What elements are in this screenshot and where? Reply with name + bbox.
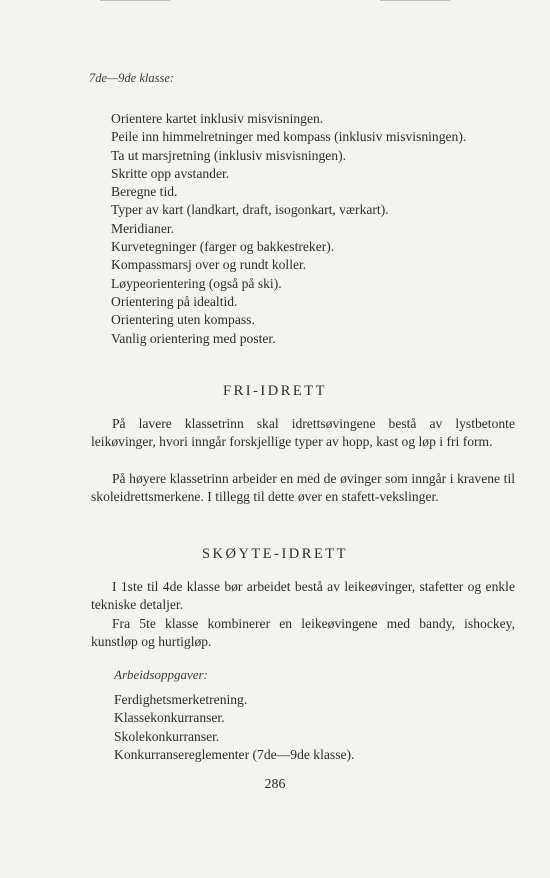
- list-item: Peile inn himmelretninger med kompass (inklusiv misvisningen).: [111, 129, 467, 145]
- skoyte-idrett-title: SKØYTE-IDRETT: [201, 546, 349, 562]
- grade-heading: 7de—9de klasse:: [89, 71, 175, 85]
- list-item: Orientering på idealtid.: [111, 293, 238, 309]
- list-item: Beregne tid.: [111, 184, 178, 200]
- list-item: Skritte opp avstander.: [111, 165, 230, 181]
- list-item: Typer av kart (landkart, draft, isogonkart, værkart).: [111, 202, 389, 218]
- orientering-list: [111, 110, 466, 348]
- list-item: Konkurransereglementer (7de—9de klasse).: [114, 746, 355, 762]
- list-item: Klassekonkurranser.: [114, 710, 225, 726]
- list-item: Løypeorientering (også på ski).: [111, 275, 282, 291]
- list-item: Ferdighetsmerketrening.: [114, 692, 248, 707]
- tasks-list: [114, 691, 354, 764]
- top-edge-line-right: [380, 0, 450, 1]
- list-item: Ta ut marsjretning (inklusiv misvisningen).: [111, 147, 347, 163]
- fri-idrett-title: FRI-IDRETT: [223, 383, 327, 399]
- tasks-heading: Arbeidsoppgaver:: [114, 667, 208, 682]
- list-item: Skolekonkurranser.: [114, 728, 220, 744]
- list-item: Kurvetegninger (farger og bakkestreker).: [111, 239, 335, 255]
- fri-idrett-paragraph-2: På høyere klassetrinn arbeider en med de øvinger som inngår i kravene til skoleidrettsmerkene. I tillegg til dette øver en stafett-vekslinger.: [91, 471, 515, 505]
- fri-idrett-paragraph-1: På lavere klassetrinn skal idrettsøvingene bestå av lystbetonte leikøvinger, hvori inngår forskjellige typer av hopp, kast og løp i fri form.: [91, 416, 515, 450]
- list-item: Vanlig orientering med poster.: [111, 330, 276, 346]
- list-item: Kompassmarsj over og rundt koller.: [111, 257, 307, 273]
- page-number: 286: [264, 777, 286, 792]
- list-item: Orientering uten kompass.: [111, 312, 255, 328]
- skoyte-idrett-paragraph-2: Fra 5te klasse kombinerer en leikeøvingene med bandy, ishockey, kunstløp og hurtigløp.: [91, 616, 515, 650]
- list-item: Orientere kartet inklusiv misvisningen.: [111, 111, 324, 126]
- skoyte-idrett-paragraph-1: I 1ste til 4de klasse bør arbeidet bestå av leikeøvinger, stafetter og enkle tekniske detaljer.: [91, 579, 515, 613]
- list-item: Meridianer.: [111, 220, 175, 236]
- top-edge-line-left: [100, 0, 170, 1]
